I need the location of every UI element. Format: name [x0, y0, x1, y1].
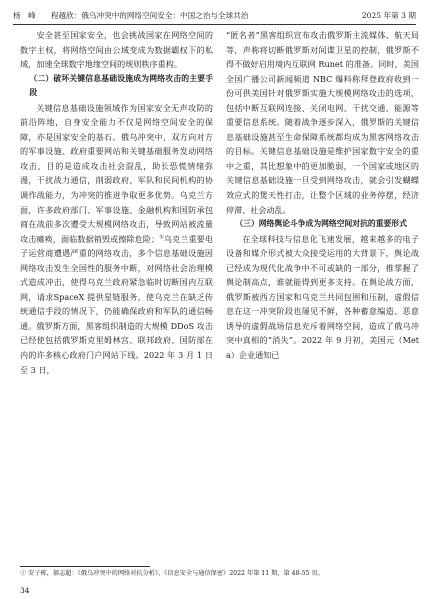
left-paragraph-2 — [20, 101, 213, 377]
left-paragraph-1-text: 安全甚至国家安全，也会挑战国家在网络空间的数字主权，将网络空间由公域变成为数据霸权下的私域，加速全球数字地缘空间的规则秩序重构。 — [20, 30, 213, 70]
header-rule — [13, 24, 416, 25]
footnote — [20, 569, 420, 578]
page-number: 34 — [20, 586, 30, 595]
left-column — [20, 28, 213, 377]
section-heading-3: （三）网络舆论斗争成为网络空间对抗的重要形式 — [235, 219, 407, 229]
footnote-ref-1[interactable]: ① — [159, 233, 164, 240]
footnote-mark: ① — [20, 570, 27, 577]
section-heading-2: （二）破坏关键信息基础设施成为网络攻击的主要手段 — [29, 73, 213, 98]
header-issue: 2025 年第 3 期 — [361, 11, 416, 20]
footnote-text: 安子栋，郝志超：《俄乌冲突中的网络对抗分析》，《信息安全与通信保密》2022 年第 11 期，第 48-55 页。 — [28, 570, 324, 577]
left-paragraph-1 — [20, 28, 213, 72]
right-paragraph-2: 在全球科技与信息化飞速发展，越来越多的电子设备和媒介形式被大众接受运用的大背景下，舆论战已经成为现代化战争中不可或缺的一部分，推掌握了舆论制高点，谁就能得到更多支持。在舆论战方面，俄罗斯被西方国家和乌克兰共同包围和压制，虚假信息在这一冲突阶段也屡见不鲜，各种蓄意编造、恶意诱导的虚假战场信息充斥着网络空间，造成了俄乌冲突中真相的“消失”。2022 年 9 月初，美国元（Meta）企业通知已 — [226, 233, 419, 361]
right-paragraph-1: “匿名者”黑客组织宣布攻击俄罗斯主流媒体、航天局等，声称将切断俄罗斯对间谍卫星的控制，俄罗斯不得不做好启用境内互联网 Runet 的准备。同时，美国全国广播公司新闻频道 NBC 爆料称拜登政府收到一份可供美国针对俄罗斯实施大规模网络攻击的选项，包括中断互联网连接、关闭电网、干扰交通、能源等重要信息系统。随着战争逐步深入，俄罗斯的关键信息基础设施甚至生命保障系统都均成为黑客网络攻击的目标。关键信息基础设施是维护国家数字安全的重中之重，其比想象中的更加脆弱，一个国家或地区的关键信息基础设施一旦受到网络攻击，就会引发蝴蝶效应式的煲天性打击，让整个区域的业务停摆，经济停滞、社会动乱。 — [226, 30, 419, 215]
footnote-rule — [20, 566, 150, 567]
running-header — [13, 10, 416, 22]
left-paragraph-2-text: 关键信息基础设施领域作为国家安全无声攻防的前沿阵地，自身安全能力不仅是网络空间安全的保障，亦是国家安全的基石。俄乌冲突中，双方向对方的军事设施、政府重要网站和关键基础服务发动网络攻击，目的是造成攻击社会混乱，助长恐慌情绪弥漫，干扰战力通信，削弱政府、军队和民间机构的协调作战能力，为冲突的推进争取更多优势。乌克兰方面，许多政府部门、军事设施、金融机构和国防承包商在战前多次遭受大规模网络攻击，导致网站被流量攻击瘫痪，面临数据销毁或擦除危险； — [20, 102, 213, 244]
header-authors-title: 杨 峰 程越欣：俄乌冲突中的网络空间安全：中国之治与全球共治 — [13, 11, 249, 20]
left-paragraph-2-tail: 乌克兰重要电子运营商遭遇严重的网络攻击，多个信息基础设施因网络攻击发生全国性的服务中断，对网络社会治理模式造成冲击，使得乌克兰政府紧急临时切断国内互联网，请求SpaceX 提供星链服务，使乌克兰在缺乏传统通信手段的情况下，仍能确保政府和军队的通信畅通。俄罗斯方面，黑客组织制造的大规模 DDoS 攻击已经使包括俄罗斯克里姆林宫、联邦政府、国防部在内的许多核心政府门户网站下线。2022 年 3 月 1 日至 3 日， — [20, 233, 213, 375]
right-column — [226, 28, 419, 363]
